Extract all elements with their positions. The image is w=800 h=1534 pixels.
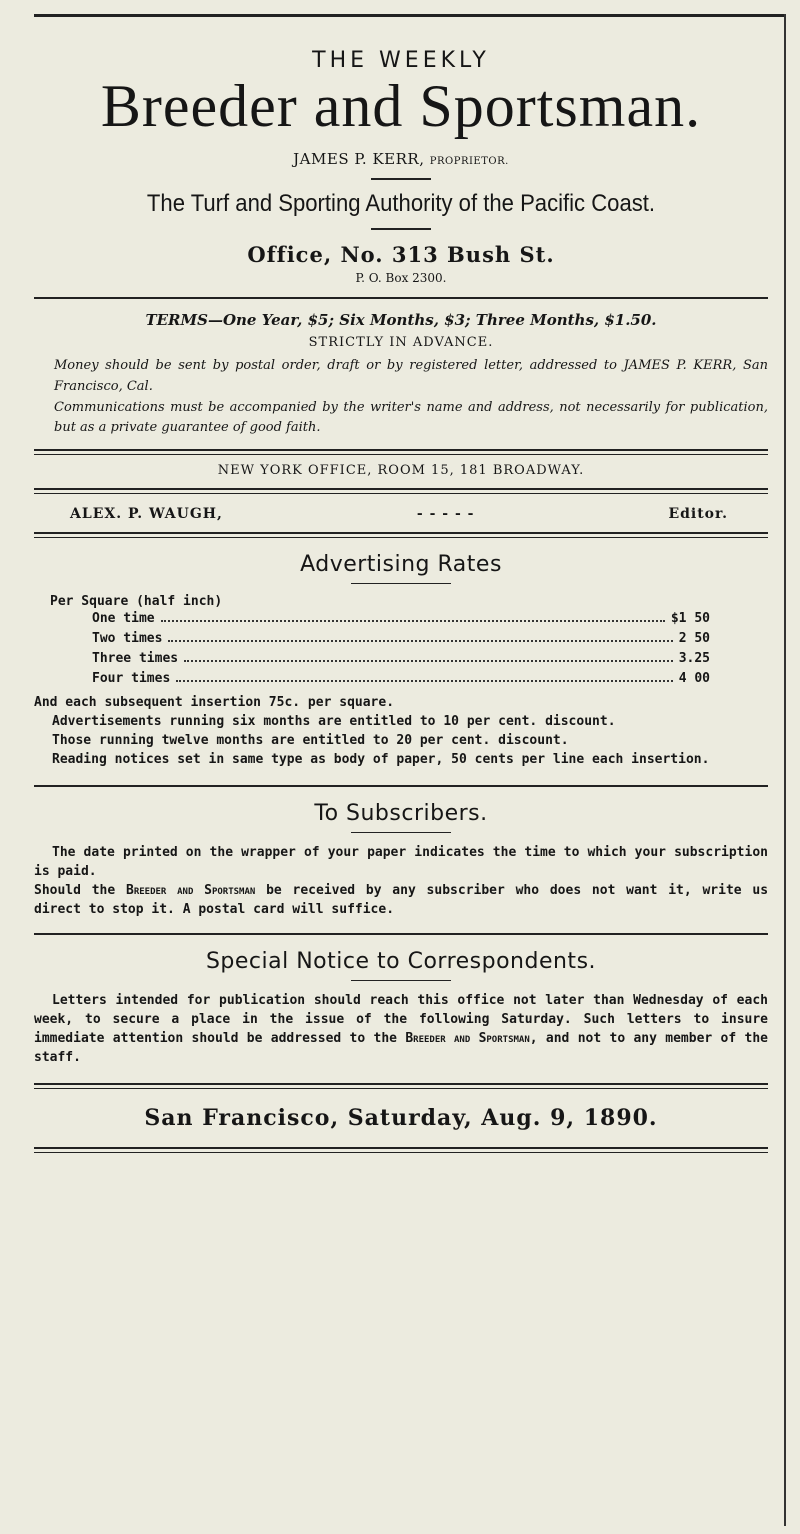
leader-dots <box>168 640 672 642</box>
subscription-terms: TERMS—One Year, $5; Six Months, $3; Three Months, $1.50. <box>145 311 657 329</box>
proprietor-line <box>34 150 768 168</box>
rates-head: Per Square (half inch) <box>50 594 223 610</box>
rate-row <box>34 609 768 629</box>
section-rule <box>34 488 768 494</box>
rate-price: 3.25 <box>678 651 710 667</box>
subscribers-paragraph: The date printed on the wrapper of your paper indicates the time to which your subscription is paid. <box>34 845 768 880</box>
correspondents-text: , and not to any member of the staff. <box>34 1031 769 1066</box>
editor-line <box>34 498 768 528</box>
dateline: San Francisco, Saturday, Aug. 9, 1890. <box>144 1105 658 1132</box>
top-rule <box>34 14 786 17</box>
advertising-paragraph: Advertisements running six months are entitled to 10 per cent. discount. <box>52 714 616 730</box>
communications-notice: Communications must be accompanied by the writer's name and address, not necessarily for publication, but as a private guarantee of good faith. <box>54 399 768 436</box>
leader-dots <box>184 660 673 662</box>
divider <box>351 980 451 981</box>
rate-label: Three times <box>92 651 179 667</box>
rate-row <box>34 669 768 689</box>
tagline: The Turf and Sporting Authority of the Pacific Coast. <box>146 190 656 217</box>
rate-price: 2 50 <box>678 631 710 647</box>
correspondents-text: Letters intended for publication should reach this office not later than Wednesday of each week, to secure a place in the issue of the following Saturday. Such letters to insure immediate attention should be addressed to the <box>34 993 768 1047</box>
rate-label: One time <box>92 611 155 627</box>
section-rule <box>34 785 768 787</box>
section-rule <box>34 933 768 935</box>
editor-dashes: - - - - - <box>416 506 475 523</box>
correspondents-body <box>34 991 768 1067</box>
rate-row <box>34 649 768 669</box>
rate-label: Four times <box>92 671 171 687</box>
po-box: P. O. Box 2300. <box>355 271 447 285</box>
paper-name: Breeder and Sportsman <box>126 883 256 899</box>
right-border <box>784 14 786 1526</box>
rate-price: 4 00 <box>678 671 710 687</box>
rate-price: $1 50 <box>670 611 710 627</box>
masthead-column <box>34 30 768 1153</box>
subscribers-body <box>34 843 768 919</box>
advertising-body <box>34 693 768 769</box>
rate-row <box>34 629 768 649</box>
advertising-paragraph: And each subsequent insertion 75c. per square. <box>34 695 395 711</box>
editor-role: Editor. <box>668 506 728 523</box>
subscribers-title: To Subscribers. <box>314 801 488 827</box>
editor-name: ALEX. P. WAUGH, <box>70 506 223 523</box>
divider <box>351 832 451 833</box>
subscribers-paragraph <box>34 881 768 919</box>
divider <box>371 228 431 230</box>
section-rule <box>34 1083 768 1089</box>
divider <box>351 583 451 584</box>
strictly-advance: STRICTLY IN ADVANCE. <box>308 335 494 350</box>
subscribers-text: Should the <box>34 883 116 899</box>
office-address: Office, No. 313 Bush St. <box>247 242 555 267</box>
advertising-paragraph: Reading notices set in same type as body of paper, 50 cents per line each insertion. <box>52 752 710 768</box>
leader-dots <box>176 680 672 682</box>
money-notice: Money should be sent by postal order, draft or by registered letter, addressed to JAMES P. KERR, San Francisco, Cal. <box>54 358 768 394</box>
divider <box>371 178 431 180</box>
advertising-paragraph: Those running twelve months are entitled to 20 per cent. discount. <box>52 733 569 749</box>
masthead-title: Breeder and Sportsman. <box>100 73 702 139</box>
subscribers-text: be received by any subscriber who does not want it, write us direct to stop it. A postal card will suffice. <box>34 883 769 918</box>
section-rule <box>34 449 768 455</box>
payment-notice <box>34 356 768 439</box>
section-rule <box>34 297 768 299</box>
section-rule <box>34 1147 768 1153</box>
advertising-title: Advertising Rates <box>300 552 502 578</box>
rate-label: Two times <box>92 631 163 647</box>
correspondents-title: Special Notice to Correspondents. <box>205 949 597 975</box>
leader-dots <box>161 620 665 622</box>
proprietor-role: PROPRIETOR. <box>429 156 509 167</box>
proprietor-name: JAMES P. KERR, <box>293 150 425 168</box>
correspondents-paragraph <box>34 991 768 1067</box>
masthead-kicker: THE WEEKLY <box>312 48 490 73</box>
paper-name: Breeder and Sportsman <box>405 1031 530 1047</box>
rates-table <box>34 594 768 689</box>
ny-office: NEW YORK OFFICE, ROOM 15, 181 BROADWAY. <box>217 463 585 479</box>
section-rule <box>34 532 768 538</box>
